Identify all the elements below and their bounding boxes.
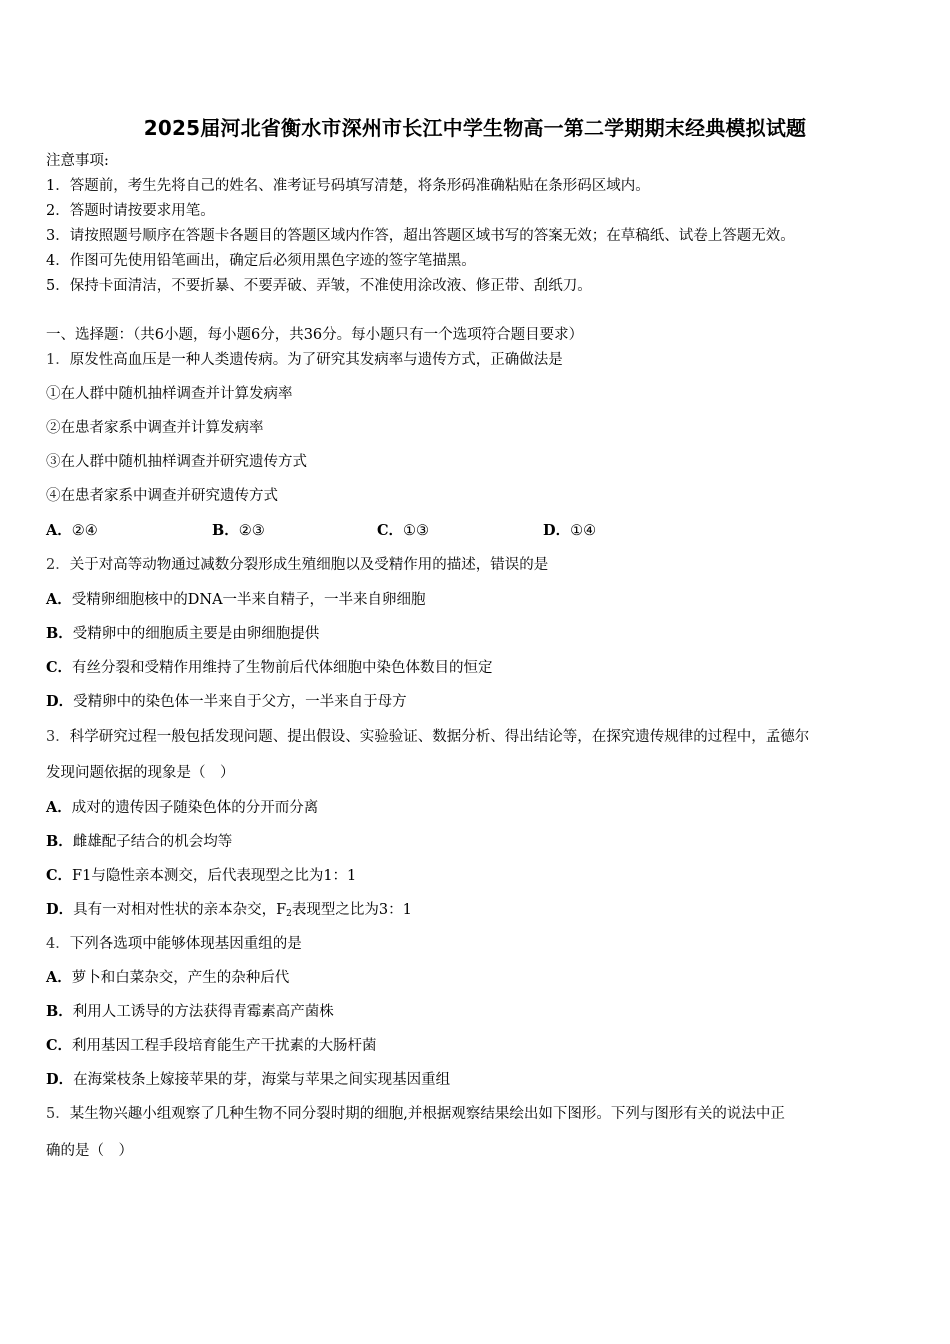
question-5 [46, 1104, 785, 1124]
option-letter: A． [46, 522, 72, 539]
q1-option-d[interactable] [543, 521, 596, 541]
option-text: 有丝分裂和受精作用维持了生物前后代体细胞中染色体数目的恒定 [72, 660, 493, 676]
question-number: 5． [46, 1106, 70, 1122]
q3-option-d[interactable] [46, 900, 412, 924]
option-text: 雌雄配子结合的机会均等 [72, 834, 233, 850]
q2-option-b[interactable] [46, 624, 319, 644]
question-stem: 下列各选项中能够体现基因重组的是 [69, 936, 302, 952]
question-2 [46, 555, 548, 575]
notice-item-4: 4．作图可先使用铅笔画出，确定后必须用黑色字迹的签字笔描黑。 [46, 253, 476, 269]
section-heading: 一、选择题：（共6小题，每小题6分，共36分。每小题只有一个选项符合题目要求） [46, 327, 584, 343]
q1-option-c[interactable] [377, 521, 429, 541]
q4-option-b[interactable] [46, 1002, 334, 1022]
notice-item-3: 3．请按照题号顺序在答题卡各题目的答题区域内作答，超出答题区域书写的答案无效；在草稿纸、试卷上答题无效。 [46, 228, 795, 244]
option-letter: A． [46, 591, 72, 608]
option-letter: B． [46, 833, 73, 850]
q2-option-c[interactable] [46, 658, 493, 678]
q4-option-d[interactable] [46, 1070, 450, 1090]
q2-option-d[interactable] [46, 692, 407, 712]
q1-option-a[interactable] [46, 521, 98, 541]
question-1 [46, 350, 563, 370]
option-letter: A． [46, 799, 72, 816]
q1-statement-2: ②在患者家系中调查并计算发病率 [46, 420, 264, 436]
question-number: 1． [46, 352, 70, 368]
question-5-continued: 确的是（ ） [46, 1143, 133, 1159]
q1-statement-3: ③在人群中随机抽样调查并研究遗传方式 [46, 454, 307, 470]
option-letter: C． [46, 1037, 73, 1054]
option-letter: D． [46, 901, 74, 918]
q4-option-a[interactable] [46, 968, 289, 988]
q3-option-b[interactable] [46, 832, 232, 852]
option-letter: D． [46, 693, 74, 710]
option-letter: C． [46, 867, 73, 884]
option-text: 具有一对相对性状的亲本杂交，F [73, 902, 287, 918]
question-stem: 原发性高血压是一种人类遗传病。为了研究其发病率与遗传方式，正确做法是 [69, 352, 563, 368]
q3-option-a[interactable] [46, 798, 318, 818]
option-letter: C． [377, 522, 404, 539]
notice-item-2: 2．答题时请按要求用笔。 [46, 203, 215, 219]
option-text: 受精卵细胞核中的DNA一半来自精子，一半来自卵细胞 [71, 592, 426, 608]
option-text: ①③ [403, 523, 430, 539]
option-text: F1与隐性亲本测交，后代表现型之比为1：1 [72, 868, 357, 884]
question-3 [46, 727, 809, 747]
notice-item-1: 1．答题前，考生先将自己的姓名、准考证号码填写清楚，将条形码准确粘贴在条形码区域内。 [46, 178, 650, 194]
question-number: 2． [46, 557, 70, 573]
question-3-continued: 发现问题依据的现象是（ ） [46, 765, 235, 781]
q4-option-c[interactable] [46, 1036, 377, 1056]
question-number: 4． [46, 936, 70, 952]
q1-option-b[interactable] [212, 521, 265, 541]
q2-option-a[interactable] [46, 590, 426, 610]
option-letter: D． [543, 522, 571, 539]
option-text: 利用人工诱导的方法获得青霉素高产菌株 [72, 1004, 334, 1020]
question-stem: 关于对高等动物通过减数分裂形成生殖细胞以及受精作用的描述，错误的是 [69, 557, 549, 573]
option-letter: D． [46, 1071, 74, 1088]
option-text: ②④ [71, 523, 98, 539]
question-number: 3． [46, 729, 70, 745]
option-text-end: 表现型之比为3：1 [291, 902, 412, 918]
option-text: ②③ [238, 523, 265, 539]
q1-statement-4: ④在患者家系中调查并研究遗传方式 [46, 488, 278, 504]
option-text: 受精卵中的染色体一半来自于父方，一半来自于母方 [73, 694, 407, 710]
option-letter: A． [46, 969, 72, 986]
option-text: 受精卵中的细胞质主要是由卵细胞提供 [72, 626, 320, 642]
option-text: 在海棠枝条上嫁接苹果的芽，海棠与苹果之间实现基因重组 [73, 1072, 451, 1088]
page-title: 2025届河北省衡水市深州市长江中学生物高一第二学期期末经典模拟试题 [143, 116, 807, 140]
question-stem: 科学研究过程一般包括发现问题、提出假设、实验验证、数据分析、得出结论等，在探究遗传规律的过程中，孟德尔 [69, 729, 810, 745]
option-text: ①④ [570, 523, 597, 539]
subscript: 2 [286, 909, 292, 919]
option-letter: B． [46, 625, 73, 642]
option-letter: C． [46, 659, 73, 676]
option-letter: B． [46, 1003, 73, 1020]
q3-option-c[interactable] [46, 866, 356, 886]
option-text: 成对的遗传因子随染色体的分开而分离 [71, 800, 319, 816]
option-text: 萝卜和白菜杂交，产生的杂种后代 [71, 970, 290, 986]
notice-heading: 注意事项: [46, 153, 109, 169]
option-letter: B． [212, 522, 239, 539]
question-stem: 某生物兴趣小组观察了几种生物不同分裂时期的细胞,并根据观察结果绘出如下图形。下列与图形有关的说法中正 [69, 1106, 785, 1122]
option-text: 利用基因工程手段培育能生产干扰素的大肠杆菌 [72, 1038, 377, 1054]
q1-statement-1: ①在人群中随机抽样调查并计算发病率 [46, 386, 293, 402]
notice-item-5: 5．保持卡面清洁，不要折暴、不要弄破、弄皱，不准使用涂改液、修正带、刮纸刀。 [46, 278, 592, 294]
question-4 [46, 934, 302, 954]
